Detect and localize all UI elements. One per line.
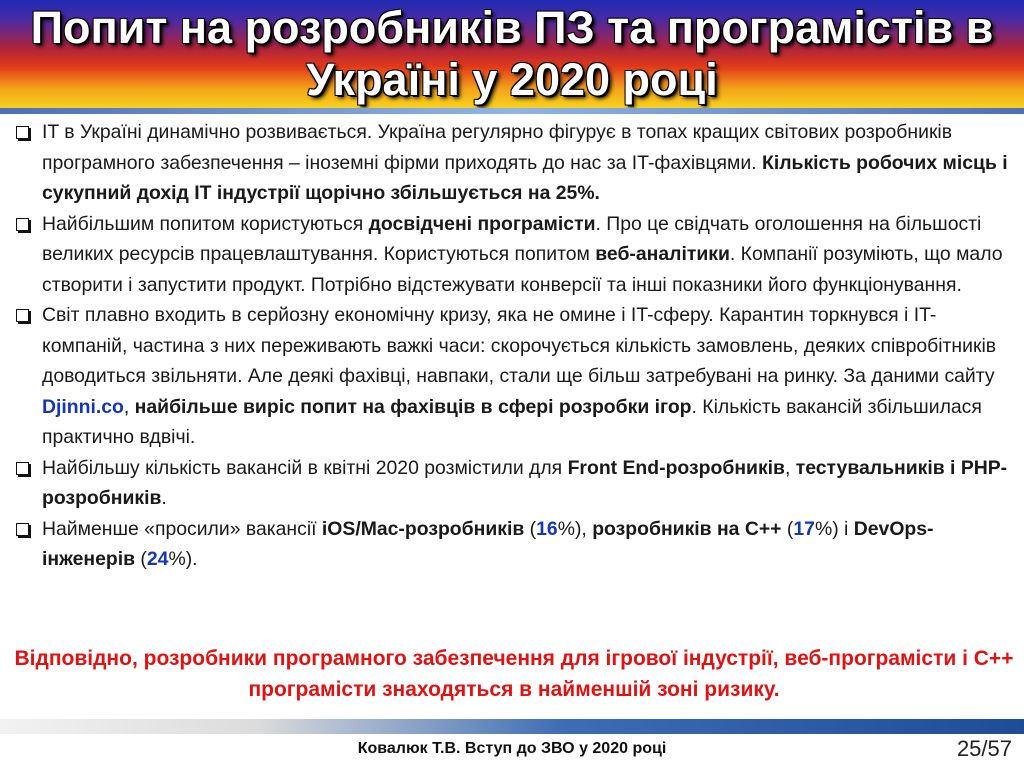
bullet-text: . [161,487,167,509]
title-divider [0,108,1024,114]
bullet-item-4 [14,453,1014,514]
bullet-text: %), [557,517,593,540]
bullet-bold-text: тестувальників і PHP-розробників [42,456,1008,509]
bullet-text: Найменше «просили» вакансії [42,517,322,540]
bullet-item-3 [14,300,1014,453]
djinni-link[interactable]: Djinni.co [42,395,124,418]
checkbox-bullet-icon [16,126,29,139]
bullet-text: . Про це свідчать оголошення на більшості великих ресурсів працевлаштування. Користуються попитом [42,212,982,265]
slide-title [0,2,1024,106]
bullet-bold-text: досвідчені програмісти [368,212,596,235]
bullet-bold-text: iOS/Mac-розробників [321,517,525,540]
slide-title-line-1: Попит на розробників ПЗ та програмістів в [30,2,994,53]
bullet-bold-text: DevOps-інженерів [42,517,934,570]
bullet-bold-text: Front End-розробників [567,456,785,479]
bullet-item-5 [14,514,1014,575]
bullet-text: ( [135,548,147,570]
bullet-bold-text: розробників на С++ [592,517,782,540]
percent-value: 16 [536,517,558,540]
bullet-text: Найбільшу кількість вакансій в квітні 2020 розмістили для [42,456,568,479]
bullet-list [14,117,1014,575]
checkbox-bullet-icon [16,218,29,231]
bullet-bold-text: веб-аналітики [595,243,730,265]
bullet-text: . Компанії розуміють, що мало створити і запустити продукт. Потрібно відстежувати конверсії та інші показники його функціонування. [42,243,1003,296]
conclusion-text: Відповідно, розробники програмного забезпечення для ігрової індустрії, веб-програмісти і С++ програмісти знаходяться в найменшій зоні ризику. [14,647,1014,701]
bullet-item-1 [14,117,1014,209]
bullet-text: . Кількість вакансій збільшилася практично вдвічі. [42,395,982,448]
bullet-text: %) і [814,517,854,540]
footer-bar [0,719,1024,734]
footer-author: Ковалюк Т.В. Вступ до ЗВО у 2020 році [357,740,667,757]
bullet-item-2 [14,209,1014,301]
bullet-text: Світ плавно входить в серйозну економічну кризу, яка не омине і IT-сферу. Карантин торкнувся і IT-компаній, частина з них переживають важкі часи: скорочується кількість замовлень, деяких співробітників доводиться звільняти. Але деякі фахівці, навпаки, стали ще більш затребувані на ринку. За даними сайту [42,304,997,387]
bullet-text: ( [524,517,537,540]
page-number: 25/57 [956,736,1012,761]
checkbox-bullet-icon [16,462,29,475]
bullet-bold-text: найбільше виріс попит на фахівців в сфері розробки ігор [134,395,692,418]
bullet-bold-text: Кількість робочих місць і сукупний дохід IT індустрії щорічно збільшується на 25%. [42,151,1008,204]
bullet-text: IT в Україні динамічно розвивається. Україна регулярно фігурує в топах кращих світових розробників програмного забезпечення – іноземні фірми приходять до нас за IT-фахівцями. [42,121,953,174]
bullet-text: Найбільшим попитом користуються [42,212,369,235]
percent-value: 24 [146,548,169,570]
bullet-text: , [123,395,135,418]
checkbox-bullet-icon [16,309,29,322]
percent-value: 17 [793,517,815,540]
slide-title-line-2: Україні у 2020 році [306,54,718,105]
checkbox-bullet-icon [16,523,29,536]
bullet-text: ( [781,517,794,540]
bullet-text: , [784,456,796,479]
bullet-text: %). [168,548,198,570]
